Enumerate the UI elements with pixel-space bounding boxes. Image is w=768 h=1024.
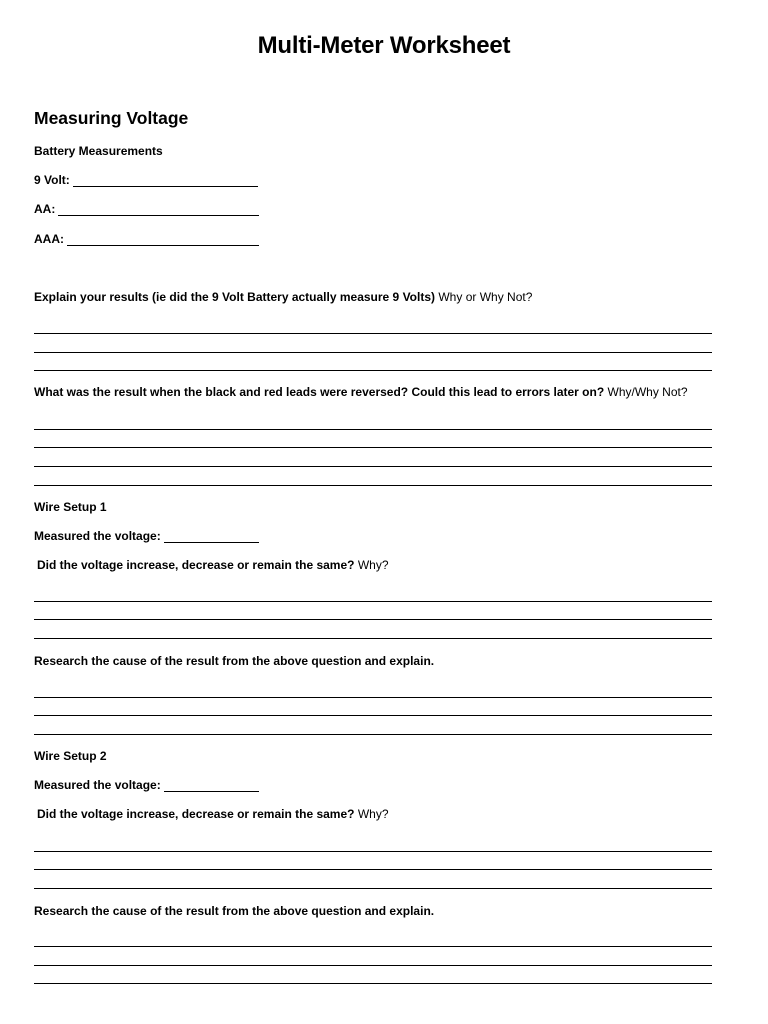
answer-line[interactable] [34,370,712,371]
question-explain-results [34,290,532,304]
wire-setup-1-heading: Wire Setup 1 [34,500,107,514]
section-heading-measuring-voltage: Measuring Voltage [34,108,189,128]
setup-2-research-prompt: Research the cause of the result from the above question and explain. [34,904,435,918]
setup-1-question [37,558,389,572]
worksheet-title: Multi-Meter Worksheet [257,32,511,59]
battery-measurements-heading: Battery Measurements [34,144,163,158]
answer-line[interactable] [34,851,712,852]
answer-line[interactable] [34,888,712,889]
setup-2-question [37,807,389,821]
aaa-blank[interactable] [67,232,259,246]
question-leads-reversed [34,385,688,399]
nine-volt-row [34,173,258,187]
answer-line[interactable] [34,965,712,966]
answer-line[interactable] [34,333,712,334]
nine-volt-blank[interactable] [73,173,258,187]
setup-2-measured-label: Measured the voltage: [34,778,161,792]
question-leads-reversed-text: What was the result when the black and red leads were reversed? Could this lead to errors later on? [34,385,605,399]
setup-1-measured-label: Measured the voltage: [34,529,161,543]
answer-line[interactable] [34,429,712,430]
setup-2-question-text: Did the voltage increase, decrease or remain the same? [37,807,355,821]
answer-line[interactable] [34,869,712,870]
aa-blank[interactable] [58,202,259,216]
question-explain-results-tail: Why or Why Not? [438,290,533,304]
answer-line[interactable] [34,466,712,467]
aaa-label: AAA: [34,232,64,246]
wire-setup-2-heading: Wire Setup 2 [34,749,107,763]
setup-1-measured-row [34,529,259,543]
answer-line[interactable] [34,638,712,639]
answer-line[interactable] [34,352,712,353]
setup-1-research-prompt: Research the cause of the result from the above question and explain. [34,654,435,668]
question-leads-reversed-tail: Why/Why Not? [607,385,688,399]
answer-line[interactable] [34,734,712,735]
answer-line[interactable] [34,697,712,698]
aa-row [34,202,259,216]
answer-line[interactable] [34,946,712,947]
setup-2-voltage-blank[interactable] [164,778,259,792]
aaa-row [34,232,259,246]
setup-1-question-tail: Why? [357,558,389,572]
setup-1-question-text: Did the voltage increase, decrease or remain the same? [37,558,355,572]
setup-2-question-tail: Why? [357,807,389,821]
setup-1-voltage-blank[interactable] [164,529,259,543]
answer-line[interactable] [34,983,712,984]
aa-label: AA: [34,202,56,216]
answer-line[interactable] [34,485,712,486]
setup-2-measured-row [34,778,259,792]
answer-line[interactable] [34,447,712,448]
answer-line[interactable] [34,601,712,602]
answer-line[interactable] [34,619,712,620]
question-explain-results-text: Explain your results (ie did the 9 Volt Battery actually measure 9 Volts) [34,290,436,304]
nine-volt-label: 9 Volt: [34,173,70,187]
answer-line[interactable] [34,715,712,716]
